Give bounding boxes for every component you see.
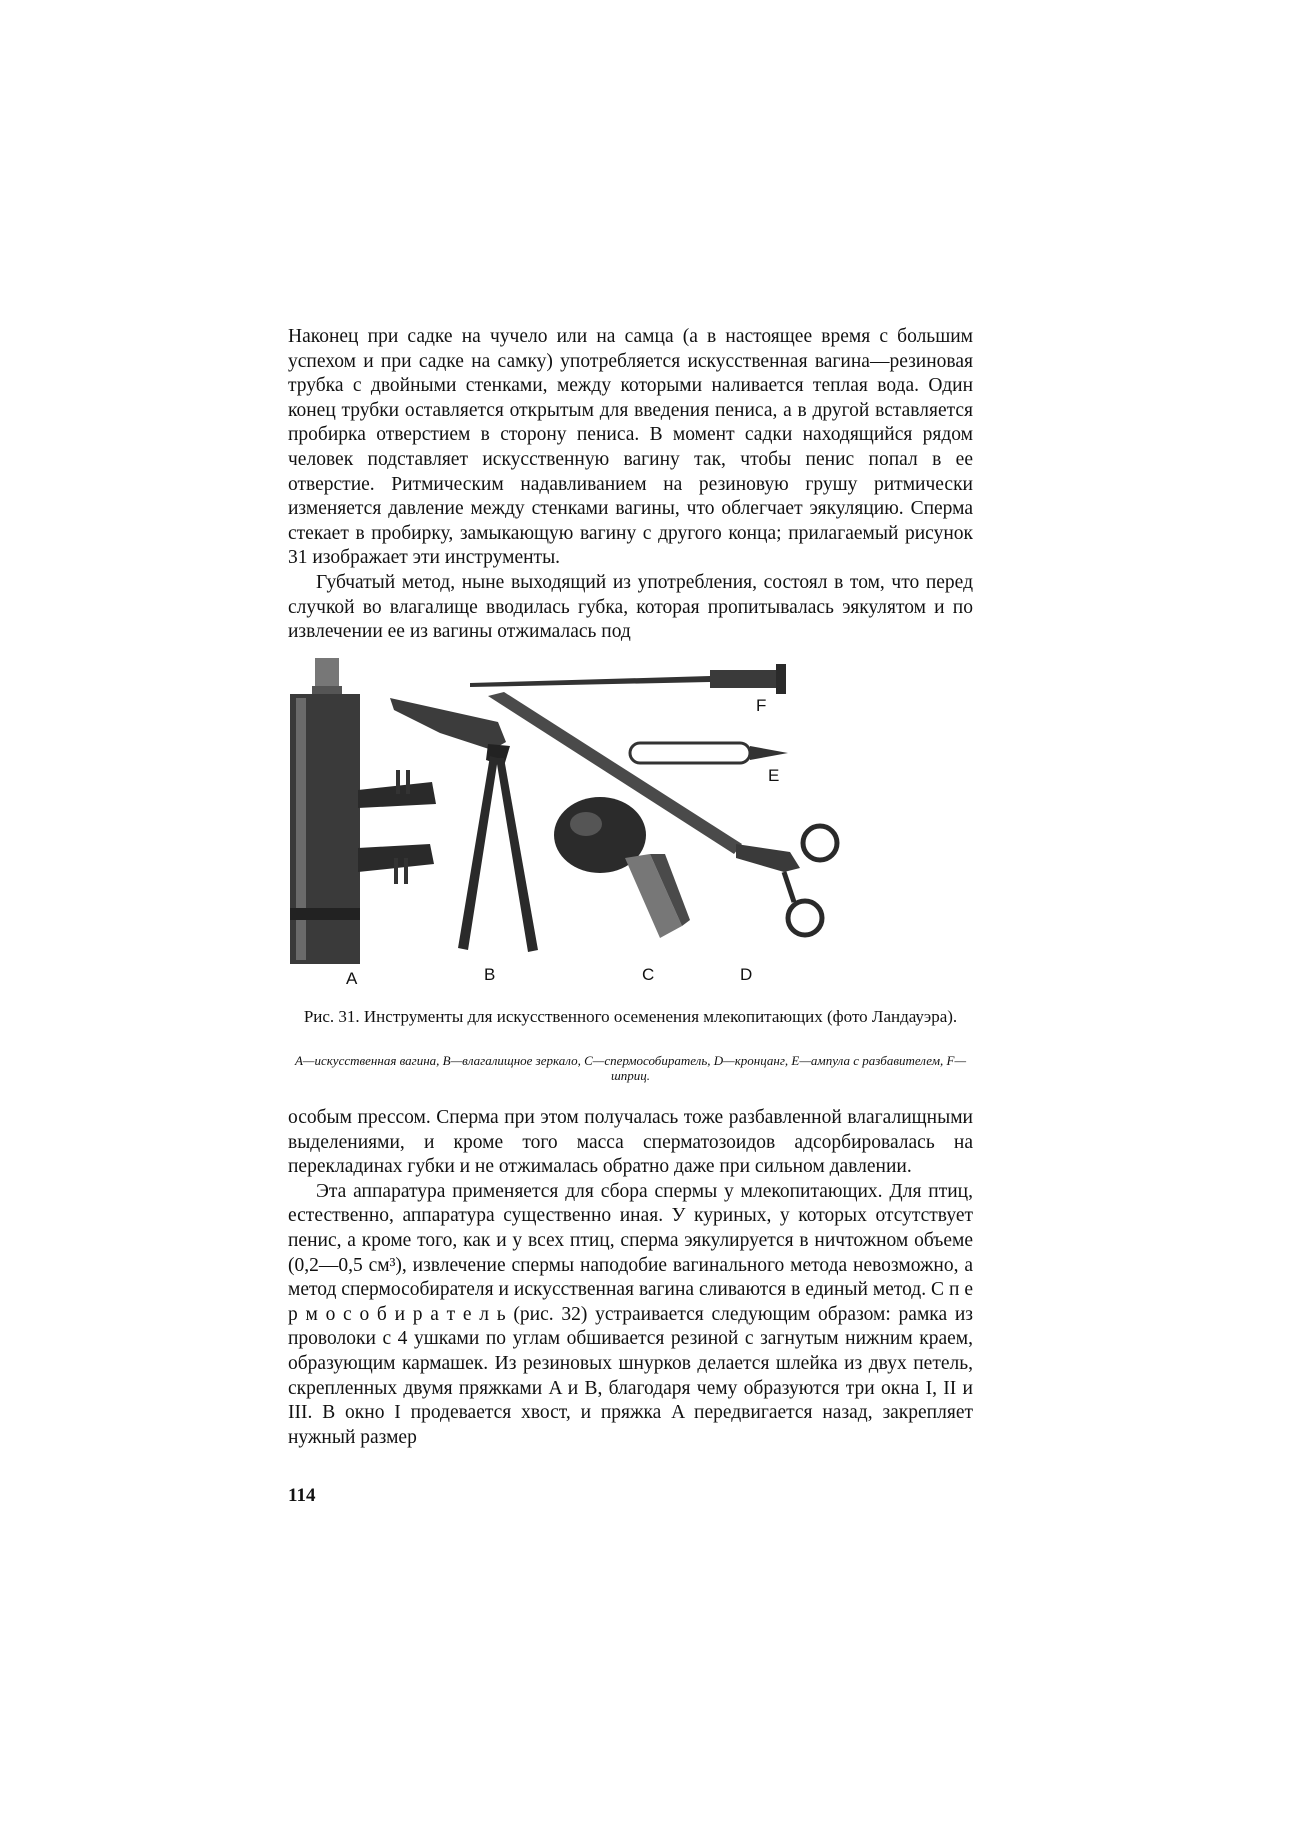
figure-instruments (290, 658, 980, 996)
figure-label-f: F (756, 696, 767, 715)
page-number: 114 (288, 1485, 316, 1506)
paragraph: Эта аппаратура применяется для сбора спермы у млекопитающих. Для птиц, естественно, аппаратура существенно иная. У куриных, у которых отсутствует пенис, а кроме того, как и у всех птиц, сперма эякулируется в ничтожном объеме (0,2—0,5 см³), извлечение спермы наподобие вагинального метода невозможно, а метод спермособирателя и искусственная вагина сливаются в единый метод. С п е р м о с о б и р а т е л ь (рис. 32) устраивается следующим образом: рамка из проволоки с 4 ушками по углам обшивается резиной с загнутым нижним краем, образующим кармашек. Из резиновых шнурков делается шлейка из двух петель, скрепленных двумя пряжками A и B, благодаря чему образуются три окна I, II и III. В окно I продевается хвост, и пряжка A передвигается назад, закрепляет нужный размер (288, 1180, 973, 1448)
figure-label-d: D (740, 965, 753, 984)
paragraph: Губчатый метод, ныне выходящий из употребления, состоял в том, что перед случкой во влагалище вводилась губка, которая пропитывалась эякулятом и по извлечении ее из вагины отжималась под (288, 571, 973, 643)
paragraph: Наконец при садке на чучело или на самца (а в настоящее время с большим успехом и при садке на самку) употребляется искусственная вагина—резиновая трубка с двойными стенками, между которыми наливается теплая вода. Один конец трубки оставляется открытым для введения пениса, а в другой вставляется пробирка отверстием в сторону пениса. В момент садки находящийся рядом человек подставляет искусственную вагину так, чтобы пенис попал в ее отверстие. Ритмическим надавливанием на резиновую грушу ритмически изменяется давление между стенками вагины, что облегчает эякуляцию. Сперма стекает в пробирку, замыкающую вагину с другого конца; прилагаемый рисунок 31 изображает эти инструменты. (288, 326, 973, 569)
syringe-image (470, 664, 786, 694)
instruments-illustration (290, 658, 980, 996)
figure-legend: A—искусственная вагина, B—влагалищное зеркало, C—спермособиратель, D—кронцанг, E—ампула с разбавителем, F—шприц. (294, 1053, 967, 1083)
sperm-collector-image (554, 797, 690, 938)
figure-label-a: A (346, 969, 358, 988)
body-text-top (288, 325, 973, 645)
figure-label-b: B (484, 965, 496, 984)
figure-caption: Рис. 31. Инструменты для искусственного осеменения млекопитающих (фото Ландауэра). (303, 1007, 958, 1026)
vaginal-speculum-image (390, 698, 538, 952)
figure-label-c: C (642, 965, 655, 984)
paragraph: особым прессом. Сперма при этом получалась тоже разбавленной влагалищными выделениями, и кроме того масса сперматозоидов адсорбировалась на перекладинах губки и не отжималась обратно даже при сильном давлении. (288, 1107, 973, 1178)
body-text-bottom (288, 1106, 973, 1450)
figure-label-e: E (768, 766, 780, 785)
ampoule-image (630, 743, 788, 763)
